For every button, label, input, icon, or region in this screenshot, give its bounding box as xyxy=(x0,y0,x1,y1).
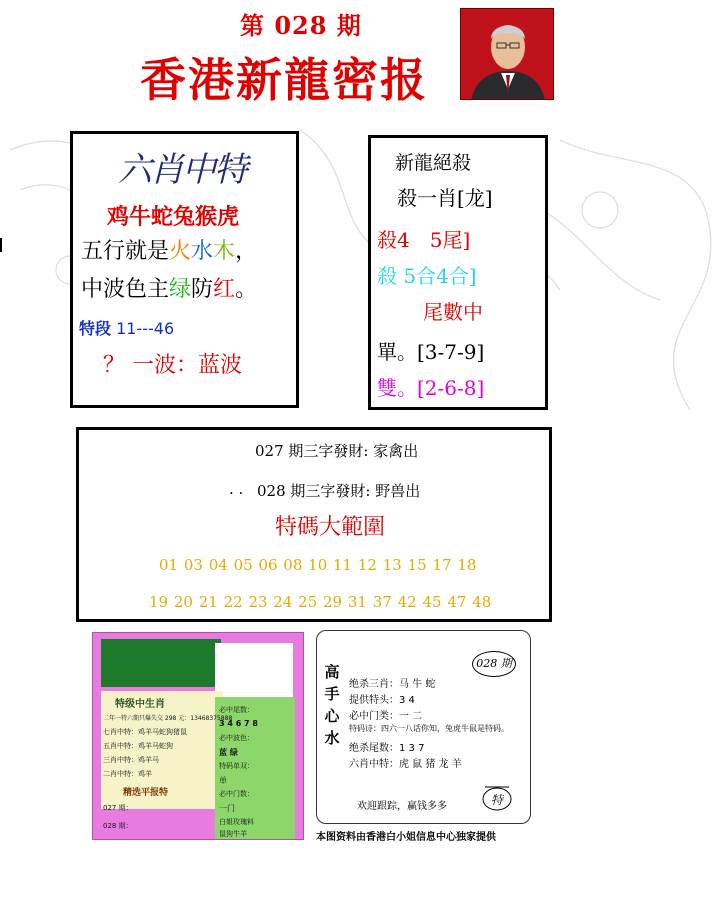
element-water: 水 xyxy=(191,239,214,264)
lucky-number: 10 xyxy=(308,556,334,574)
promo-side-5: 单 xyxy=(219,776,227,785)
promo-line-1: 二年一特六期只爆失交 298 元：13468375888 xyxy=(103,715,233,722)
wave-color-suffix: 。 xyxy=(235,277,258,302)
lucky-number: 18 xyxy=(457,556,477,574)
vertical-char-4: 水 xyxy=(324,729,340,747)
promo-line-0: 特级中生肖 xyxy=(115,699,165,710)
lucky-number: 47 xyxy=(447,593,473,611)
final-wave: ？ 一波：蓝波 xyxy=(103,353,242,378)
promo-side-6: 必中门数： xyxy=(219,790,254,798)
special-range-title: 特碼大範圍 xyxy=(275,515,386,540)
five-elements-suffix: ， xyxy=(235,239,258,264)
vertical-char-1: 高 xyxy=(324,663,340,681)
promo-side-9: 鼠狗牛羊 xyxy=(219,830,247,838)
vertical-char-2: 手 xyxy=(324,685,340,703)
promo-line-2: 七肖中特：鸡羊马蛇狗猪鼠 xyxy=(103,728,187,736)
lucky-number: 03 xyxy=(183,556,209,574)
wave-color-alt: 红 xyxy=(213,277,236,302)
promo-line-6: 精选平报特 xyxy=(123,788,169,798)
tip-line-1: 绝杀三肖：马 牛 蛇 xyxy=(349,679,436,690)
five-elements-prefix: 五行就是 xyxy=(81,239,170,264)
five-elements-line xyxy=(81,234,257,265)
kill-zodiac: 殺一肖[龙] xyxy=(397,186,493,210)
lucky-number: 25 xyxy=(298,593,324,611)
kill-combo: 殺 5合4合] xyxy=(377,264,477,288)
special-range-line xyxy=(79,316,174,339)
tail-hit-title: 尾數中 xyxy=(423,300,483,324)
promo-side-1: 3 4 6 7 8 xyxy=(219,719,258,728)
wave-color-prefix: 中波色主 xyxy=(81,277,170,302)
promo-line-8: 028 期： xyxy=(103,822,133,830)
promo-side-8: 白姐玫瑰料 xyxy=(219,818,254,826)
lucky-number: 31 xyxy=(347,593,373,611)
lucky-number: 21 xyxy=(198,593,224,611)
svg-text:特: 特 xyxy=(490,793,504,807)
lucky-number: 37 xyxy=(372,593,398,611)
tip-welcome: 欢迎跟踪，赢钱多多 xyxy=(357,801,447,812)
lucky-number: 24 xyxy=(273,593,299,611)
masthead-title: 香港新龍密报 xyxy=(140,53,428,107)
promo-line-7: 027 期： xyxy=(103,804,133,812)
tip-line-3: 必中门类：一 二 xyxy=(349,711,423,722)
promo-side-2: 必中波色： xyxy=(219,734,254,742)
tip-line-2: 提供特头：3 4 xyxy=(349,695,415,706)
tip-line-5: 绝杀尾数：1 3 7 xyxy=(349,743,425,754)
wave-color-line xyxy=(81,272,257,303)
promo-card-left xyxy=(92,632,304,840)
expert-tip-card xyxy=(316,630,531,824)
lucky-number: 11 xyxy=(333,556,358,574)
kill-box xyxy=(368,135,548,410)
edge-mark xyxy=(0,238,2,252)
promo-side-4: 特码单双： xyxy=(219,762,254,770)
lucky-number: 19 xyxy=(149,593,174,611)
promo-line-5: 二肖中特：鸡羊 xyxy=(103,770,152,778)
odd-tails: 單。[3-7-9] xyxy=(377,340,485,364)
element-fire: 火 xyxy=(169,239,192,264)
promo-line-3: 五肖中特：鸡羊马蛇狗 xyxy=(103,742,173,750)
current-issue-tip: 028 期三字發財: 野兽出 xyxy=(257,482,421,500)
promo-side-3: 蓝 绿 xyxy=(219,748,238,757)
tip-line-4: 特码诗：四六一八话你知，兔虎牛鼠是特码。 xyxy=(349,724,509,733)
lucky-number: 17 xyxy=(432,556,458,574)
lucky-number: 20 xyxy=(173,593,199,611)
wave-color-main: 绿 xyxy=(169,277,192,302)
prev-issue-tip: 027 期三字發財: 家禽出 xyxy=(255,442,419,460)
lucky-number: 08 xyxy=(283,556,309,574)
lucky-number: 13 xyxy=(382,556,408,574)
element-wood: 木 xyxy=(213,239,236,264)
lucky-number: 15 xyxy=(407,556,433,574)
dots-mark: . . xyxy=(229,480,244,498)
source-caption: 本图资料由香港白小姐信息中心独家提供 xyxy=(316,832,496,843)
lucky-number: 45 xyxy=(422,593,448,611)
issue-number: 第 028 期 xyxy=(240,11,362,40)
six-zodiac-title: 六肖中特 xyxy=(118,150,246,190)
issue-badge: 028 期 xyxy=(472,651,516,677)
lucky-numbers-box xyxy=(76,427,552,622)
promo-side-7: 一门 xyxy=(219,804,235,813)
kill-tail: 殺4 5尾] xyxy=(377,228,471,252)
promo-side-0: 必中尾数： xyxy=(219,706,254,714)
wave-color-guard: 防 xyxy=(191,277,214,302)
lucky-number: 04 xyxy=(208,556,234,574)
lucky-number: 48 xyxy=(472,593,492,611)
kill-title: 新龍絕殺 xyxy=(395,152,472,174)
special-range-label: 特段 xyxy=(79,319,112,338)
lucky-number: 22 xyxy=(223,593,249,611)
promo-card-header xyxy=(101,639,221,687)
number-row-1 xyxy=(159,556,476,574)
tip-line-6: 六肖中特：虎 鼠 猪 龙 羊 xyxy=(349,759,462,770)
lucky-number: 12 xyxy=(357,556,383,574)
expert-vertical-title xyxy=(323,661,341,749)
lucky-number: 01 xyxy=(159,556,184,574)
lucky-number: 23 xyxy=(248,593,274,611)
lucky-number: 06 xyxy=(258,556,284,574)
promo-card-blank xyxy=(215,643,293,703)
vertical-char-3: 心 xyxy=(324,707,340,725)
special-range-value: 11---46 xyxy=(116,319,175,338)
lucky-number: 29 xyxy=(323,593,348,611)
lucky-number: 05 xyxy=(233,556,259,574)
seal-mark-icon xyxy=(477,781,517,813)
portrait-photo xyxy=(460,8,554,100)
even-tails: 雙。[2-6-8] xyxy=(377,376,485,400)
number-row-2 xyxy=(149,593,491,611)
promo-line-4: 三肖中特：鸡羊马 xyxy=(103,756,159,764)
six-zodiac-box xyxy=(70,131,299,408)
zodiac-list: 鸡牛蛇兔猴虎 xyxy=(107,204,240,230)
lucky-number: 42 xyxy=(397,593,423,611)
